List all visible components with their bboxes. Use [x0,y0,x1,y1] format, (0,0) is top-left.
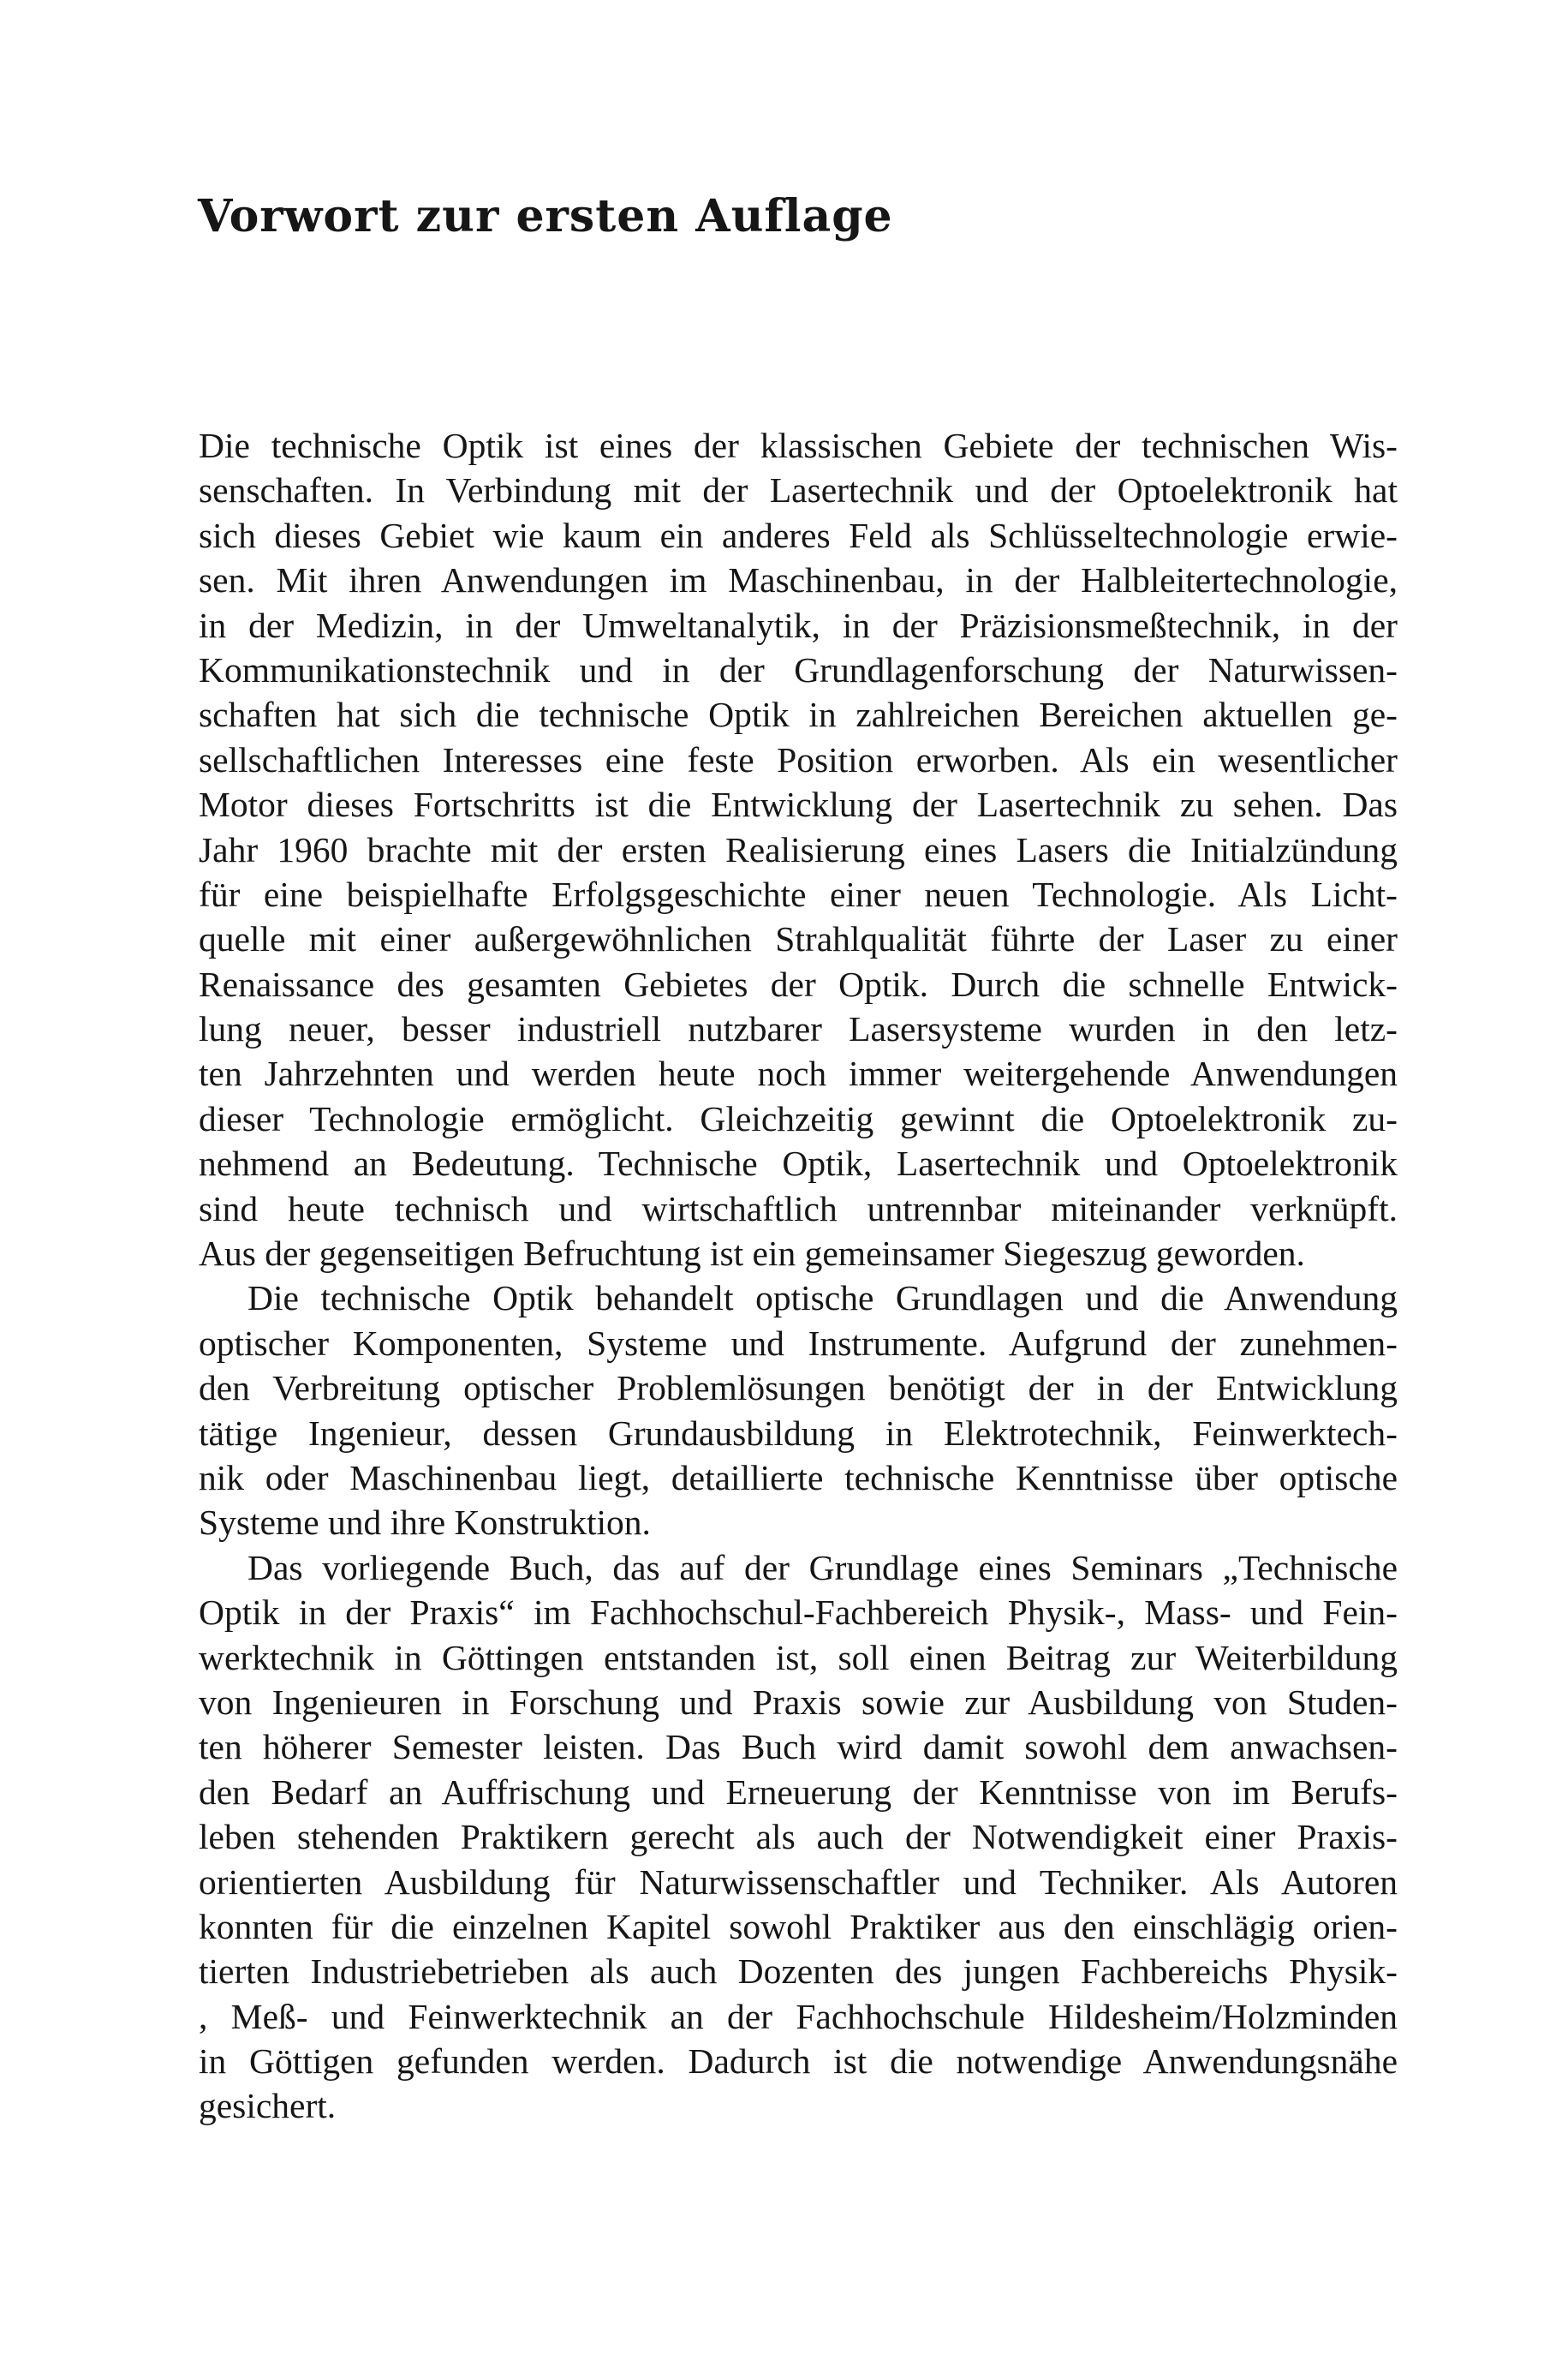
paragraph-1-line: senschaften. In Verbindung mit der Lasertechnik und der Optoelektronik hat [199,470,1398,511]
paragraph-2-line: tätige Ingenieur, dessen Grundausbildung in Elektrotechnik, Feinwerktech- [199,1413,1398,1453]
paragraph-1-line: Renaissance des gesamten Gebietes der Optik. Durch die schnelle Entwick- [199,964,1398,1004]
paragraph-1-line: schaften hat sich die technische Optik in zahlreichen Bereichen aktuellen ge- [199,695,1398,735]
paragraph-1-line: dieser Technologie ermöglicht. Gleichzeitig gewinnt die Optoelektronik zu- [199,1098,1398,1138]
paragraph-2-line: Systeme und ihre Konstruktion. [199,1503,651,1543]
paragraph-2-line: optischer Komponenten, Systeme und Instrumente. Aufgrund der zunehmen- [199,1323,1398,1363]
paragraph-3-line: orientierten Ausbildung für Naturwissenschaftler und Techniker. Als Autoren [199,1861,1398,1902]
paragraph-1-line: nehmend an Bedeutung. Technische Optik, Lasertechnik und Optoelektronik [199,1144,1398,1184]
paragraph-1-line: sich dieses Gebiet wie kaum ein anderes Feld als Schlüsseltechnologie erwie- [199,515,1398,555]
paragraph-3-line: Optik in der Praxis“ im Fachhochschul-Fachbereich Physik-, Mass- und Fein- [199,1592,1398,1633]
paragraph-3-line: von Ingenieuren in Forschung und Praxis sowie zur Ausbildung von Studen- [199,1682,1398,1722]
paragraph-3-line: gesichert. [199,2086,337,2126]
paragraph-1-line: ten Jahrzehnten und werden heute noch immer weitergehende Anwendungen [199,1054,1398,1094]
page-title: Vorwort zur ersten Auflage [198,190,893,242]
paragraph-1-line: sen. Mit ihren Anwendungen im Maschinenbau, in der Halbleitertechnologie, [199,560,1398,600]
body-text [199,423,1398,2129]
paragraph-2-line: nik oder Maschinenbau liegt, detaillierte technische Kenntnisse über optische [199,1457,1398,1497]
paragraph-3-line: Das vorliegende Buch, das auf der Grundlage eines Seminars „Technische [247,1547,1398,1587]
paragraph-1-line: Kommunikationstechnik und in der Grundlagenforschung der Naturwissen- [199,649,1398,690]
paragraph-3-line: leben stehenden Praktikern gerecht als auch der Notwendigkeit einer Praxis- [199,1817,1398,1857]
paragraph-1-line: für eine beispielhafte Erfolgsgeschichte einer neuen Technologie. Als Licht- [199,874,1398,914]
paragraph-1-line: sellschaftlichen Interesses eine feste Position erworben. Als ein wesentlicher [199,739,1398,780]
paragraph-3-line: werktechnik in Göttingen entstanden ist, soll einen Beitrag zur Weiterbildung [199,1637,1398,1677]
paragraph-1-line: Jahr 1960 brachte mit der ersten Realisierung eines Lasers die Initialzündung [199,829,1398,869]
paragraph-2-line: Die technische Optik behandelt optische Grundlagen und die Anwendung [247,1278,1398,1318]
paragraph-1-line: in der Medizin, in der Umweltanalytik, in der Präzisionsmeßtechnik, in der [199,605,1398,645]
paragraph-3-line: in Göttigen gefunden werden. Dadurch ist die notwendige Anwendungsnähe [199,2041,1398,2082]
paragraph-3-line: tierten Industriebetrieben als auch Dozenten des jungen Fachbereichs Physik- [199,1951,1398,1992]
paragraph-1-line: Die technische Optik ist eines der klassischen Gebiete der technischen Wis- [199,426,1398,465]
paragraph-1-line: Aus der gegenseitigen Befruchtung ist ein gemeinsamer Siegeszug geworden. [199,1234,1305,1274]
paragraph-3-line: konnten für die einzelnen Kapitel sowohl Praktiker aus den einschlägig orien- [199,1906,1398,1946]
paragraph-3-line: den Bedarf an Auffrischung und Erneuerung der Kenntnisse von im Berufs- [199,1772,1398,1812]
paragraph-1-line: Motor dieses Fortschritts ist die Entwicklung der Lasertechnik zu sehen. Das [199,785,1398,825]
paragraph-3-line: , Meß- und Feinwerktechnik an der Fachhochschule Hildesheim/Holzminden [199,1996,1398,2036]
paragraph-1-line: sind heute technisch und wirtschaftlich untrennbar miteinander verknüpft. [199,1188,1398,1228]
paragraph-3-line: ten höherer Semester leisten. Das Buch wird damit sowohl dem anwachsen- [199,1727,1398,1767]
paragraph-2-line: den Verbreitung optischer Problemlösungen benötigt der in der Entwicklung [199,1368,1398,1408]
paragraph-1-line: quelle mit einer außergewöhnlichen Strahlqualität führte der Laser zu einer [199,919,1398,959]
paragraph-1-line: lung neuer, besser industriell nutzbarer Lasersysteme wurden in den letz- [199,1009,1398,1049]
